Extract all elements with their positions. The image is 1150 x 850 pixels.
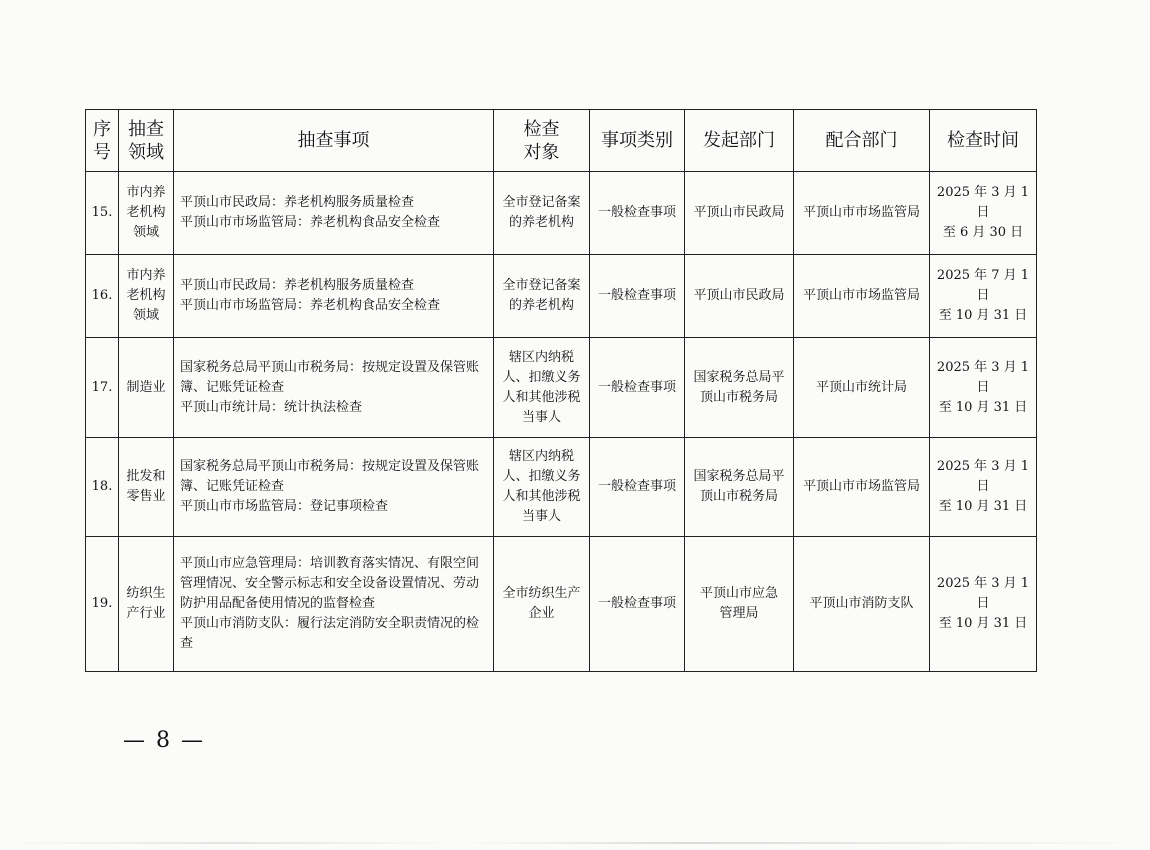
table-header-row	[86, 110, 1037, 172]
scan-edge-line	[0, 842, 1150, 844]
row-initiator: 平顶山市民政局	[685, 172, 794, 255]
row-items: 平顶山市民政局：养老机构服务质量检查 平顶山市市场监管局：养老机构食品安全检查	[174, 172, 494, 255]
row-target: 辖区内纳税 人、扣缴义务 人和其他涉税 当事人	[494, 338, 590, 438]
row-items: 平顶山市应急管理局：培训教育落实情况、有限空间管理情况、安全警示标志和安全设备设置情况、劳动防护用品配备使用情况的监督检查 平顶山市消防支队：履行法定消防安全职责情况的检查	[174, 537, 494, 672]
table-row	[86, 537, 1037, 672]
row-field: 纺织生 产行业	[119, 537, 174, 672]
row-category: 一般检查事项	[590, 172, 685, 255]
row-seq: 17.	[86, 338, 119, 438]
row-category: 一般检查事项	[590, 338, 685, 438]
row-field: 市内养 老机构 领域	[119, 255, 174, 338]
row-time: 2025 年 3 月 1 日 至 6 月 30 日	[930, 172, 1037, 255]
header-cooperator: 配合部门	[794, 110, 930, 172]
row-time: 2025 年 7 月 1 日 至 10 月 31 日	[930, 255, 1037, 338]
row-cooperator: 平顶山市市场监管局	[794, 255, 930, 338]
row-time: 2025 年 3 月 1 日 至 10 月 31 日	[930, 338, 1037, 438]
inspection-table	[85, 109, 1037, 672]
header-seq: 序 号	[86, 110, 119, 172]
row-time: 2025 年 3 月 1 日 至 10 月 31 日	[930, 438, 1037, 537]
row-initiator: 平顶山市民政局	[685, 255, 794, 338]
table-row	[86, 338, 1037, 438]
row-initiator: 平顶山市应急 管理局	[685, 537, 794, 672]
row-field: 批发和 零售业	[119, 438, 174, 537]
row-items: 平顶山市民政局：养老机构服务质量检查 平顶山市市场监管局：养老机构食品安全检查	[174, 255, 494, 338]
header-field: 抽查 领域	[119, 110, 174, 172]
header-category: 事项类别	[590, 110, 685, 172]
row-target: 全市登记备案 的养老机构	[494, 255, 590, 338]
row-seq: 18.	[86, 438, 119, 537]
header-items: 抽查事项	[174, 110, 494, 172]
row-category: 一般检查事项	[590, 537, 685, 672]
table-row	[86, 255, 1037, 338]
row-seq: 15.	[86, 172, 119, 255]
row-seq: 16.	[86, 255, 119, 338]
row-cooperator: 平顶山市消防支队	[794, 537, 930, 672]
table-row	[86, 438, 1037, 537]
row-initiator: 国家税务总局平 顶山市税务局	[685, 438, 794, 537]
row-items: 国家税务总局平顶山市税务局：按规定设置及保管账簿、记账凭证检查 平顶山市市场监管局：登记事项检查	[174, 438, 494, 537]
row-cooperator: 平顶山市统计局	[794, 338, 930, 438]
row-field: 市内养 老机构 领域	[119, 172, 174, 255]
row-field: 制造业	[119, 338, 174, 438]
row-seq: 19.	[86, 537, 119, 672]
table-row	[86, 172, 1037, 255]
row-category: 一般检查事项	[590, 255, 685, 338]
row-cooperator: 平顶山市市场监管局	[794, 438, 930, 537]
row-cooperator: 平顶山市市场监管局	[794, 172, 930, 255]
row-category: 一般检查事项	[590, 438, 685, 537]
row-target: 全市登记备案 的养老机构	[494, 172, 590, 255]
header-initiator: 发起部门	[685, 110, 794, 172]
row-target: 全市纺织生产 企业	[494, 537, 590, 672]
header-target: 检查 对象	[494, 110, 590, 172]
row-target: 辖区内纳税 人、扣缴义务 人和其他涉税 当事人	[494, 438, 590, 537]
row-time: 2025 年 3 月 1 日 至 10 月 31 日	[930, 537, 1037, 672]
row-items: 国家税务总局平顶山市税务局：按规定设置及保管账簿、记账凭证检查 平顶山市统计局：统计执法检查	[174, 338, 494, 438]
header-time: 检查时间	[930, 110, 1037, 172]
page-number: — 8 —	[123, 728, 205, 753]
row-initiator: 国家税务总局平 顶山市税务局	[685, 338, 794, 438]
